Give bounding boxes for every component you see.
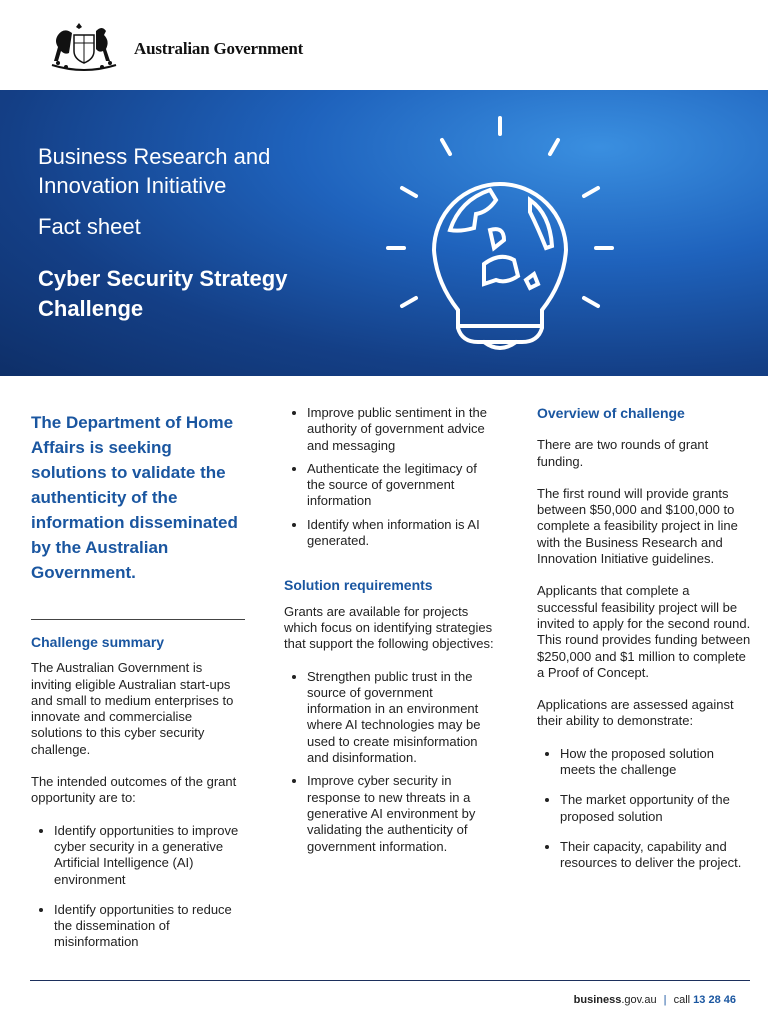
footer-contact bbox=[574, 994, 736, 1006]
overview-heading: Overview of challenge bbox=[537, 405, 685, 421]
overview-paragraph-3: Applicants that complete a successful feasibility project will be invited to apply for the second round. This round provides funding between $250,000 and $1 million to complete a Proof of Concept. bbox=[537, 583, 751, 680]
list-item: • Identify when information is AI generated. bbox=[307, 517, 494, 550]
list-item: • Identify opportunities to reduce the dissemination of misinformation bbox=[54, 902, 246, 951]
list-item: • Authenticate the legitimacy of the source of government information bbox=[307, 461, 494, 510]
requirements-list bbox=[284, 669, 494, 855]
banner-line-1: Business Research and bbox=[38, 144, 271, 169]
banner-doc-type: Fact sheet bbox=[38, 214, 141, 239]
list-item: • The market opportunity of the proposed solution bbox=[560, 792, 752, 825]
section-divider bbox=[31, 619, 245, 620]
logo-text: Australian Government bbox=[134, 39, 304, 58]
list-item: • Identify opportunities to improve cyber security in a generative Artificial Intelligence (AI) environment bbox=[54, 823, 246, 888]
challenge-summary-heading: Challenge summary bbox=[31, 634, 165, 650]
requirements-paragraph: Grants are available for projects which focus on identifying strategies that support the following objectives: bbox=[284, 603, 494, 652]
footer-separator: | bbox=[663, 994, 667, 1006]
list-item: • Their capacity, capability and resources to deliver the project. bbox=[560, 839, 752, 872]
overview-paragraph-4: Applications are assessed against their ability to demonstrate: bbox=[537, 697, 734, 729]
list-item: • Strengthen public trust in the source of government information in an environment where AI technologies may be used to create misinformation and disinformation. bbox=[307, 669, 494, 767]
call-label: call bbox=[673, 994, 691, 1006]
lead-statement: The Department of Home Affairs is seeking solutions to validate the authenticity of the information disseminated by the Australian Government. bbox=[31, 413, 238, 582]
column-left bbox=[31, 410, 246, 967]
outcomes-list bbox=[31, 823, 246, 951]
banner-title-line-2: Challenge bbox=[38, 296, 144, 321]
lightbulb-globe-icon bbox=[380, 110, 620, 360]
list-item: • How the proposed solution meets the challenge bbox=[560, 746, 752, 779]
footer-divider bbox=[30, 980, 750, 981]
summary-paragraph-1: The Australian Government is inviting eligible Australian start-ups and small to medium enterprises to innovate and commercialise solutions to this cyber security challenge. bbox=[31, 660, 234, 757]
column-right bbox=[537, 405, 752, 888]
government-logo bbox=[36, 18, 316, 80]
overview-paragraph-1: There are two rounds of grant funding. bbox=[537, 437, 709, 469]
summary-paragraph-2: The intended outcomes of the grant opportunity are to: bbox=[31, 774, 237, 806]
outcomes-list-continued bbox=[284, 405, 494, 549]
banner-challenge-title bbox=[38, 264, 287, 324]
list-item: • Improve cyber security in response to new threats in a generative AI environment by validating the authenticity of government information. bbox=[307, 773, 494, 854]
solution-requirements-heading: Solution requirements bbox=[284, 577, 433, 594]
assessment-list bbox=[537, 746, 752, 872]
phone-number[interactable]: 13 28 46 bbox=[693, 994, 736, 1006]
site-domain: .gov.au bbox=[621, 994, 657, 1006]
overview-paragraph-2: The first round will provide grants between $50,000 and $100,000 to complete a feasibility project in line with the Business Research and Innovation Initiative guidelines. bbox=[537, 485, 738, 567]
column-middle bbox=[284, 405, 494, 871]
list-item: • Improve public sentiment in the authority of government advice and messaging bbox=[307, 405, 494, 454]
coat-of-arms-icon bbox=[36, 21, 132, 77]
banner-program-title bbox=[38, 142, 270, 200]
footer-website-link[interactable] bbox=[574, 994, 657, 1006]
site-name-bold: business bbox=[573, 994, 622, 1006]
banner-title-line-1: Cyber Security Strategy bbox=[38, 266, 288, 291]
banner-line-2: Innovation Initiative bbox=[38, 173, 227, 198]
hero-banner bbox=[0, 90, 768, 376]
